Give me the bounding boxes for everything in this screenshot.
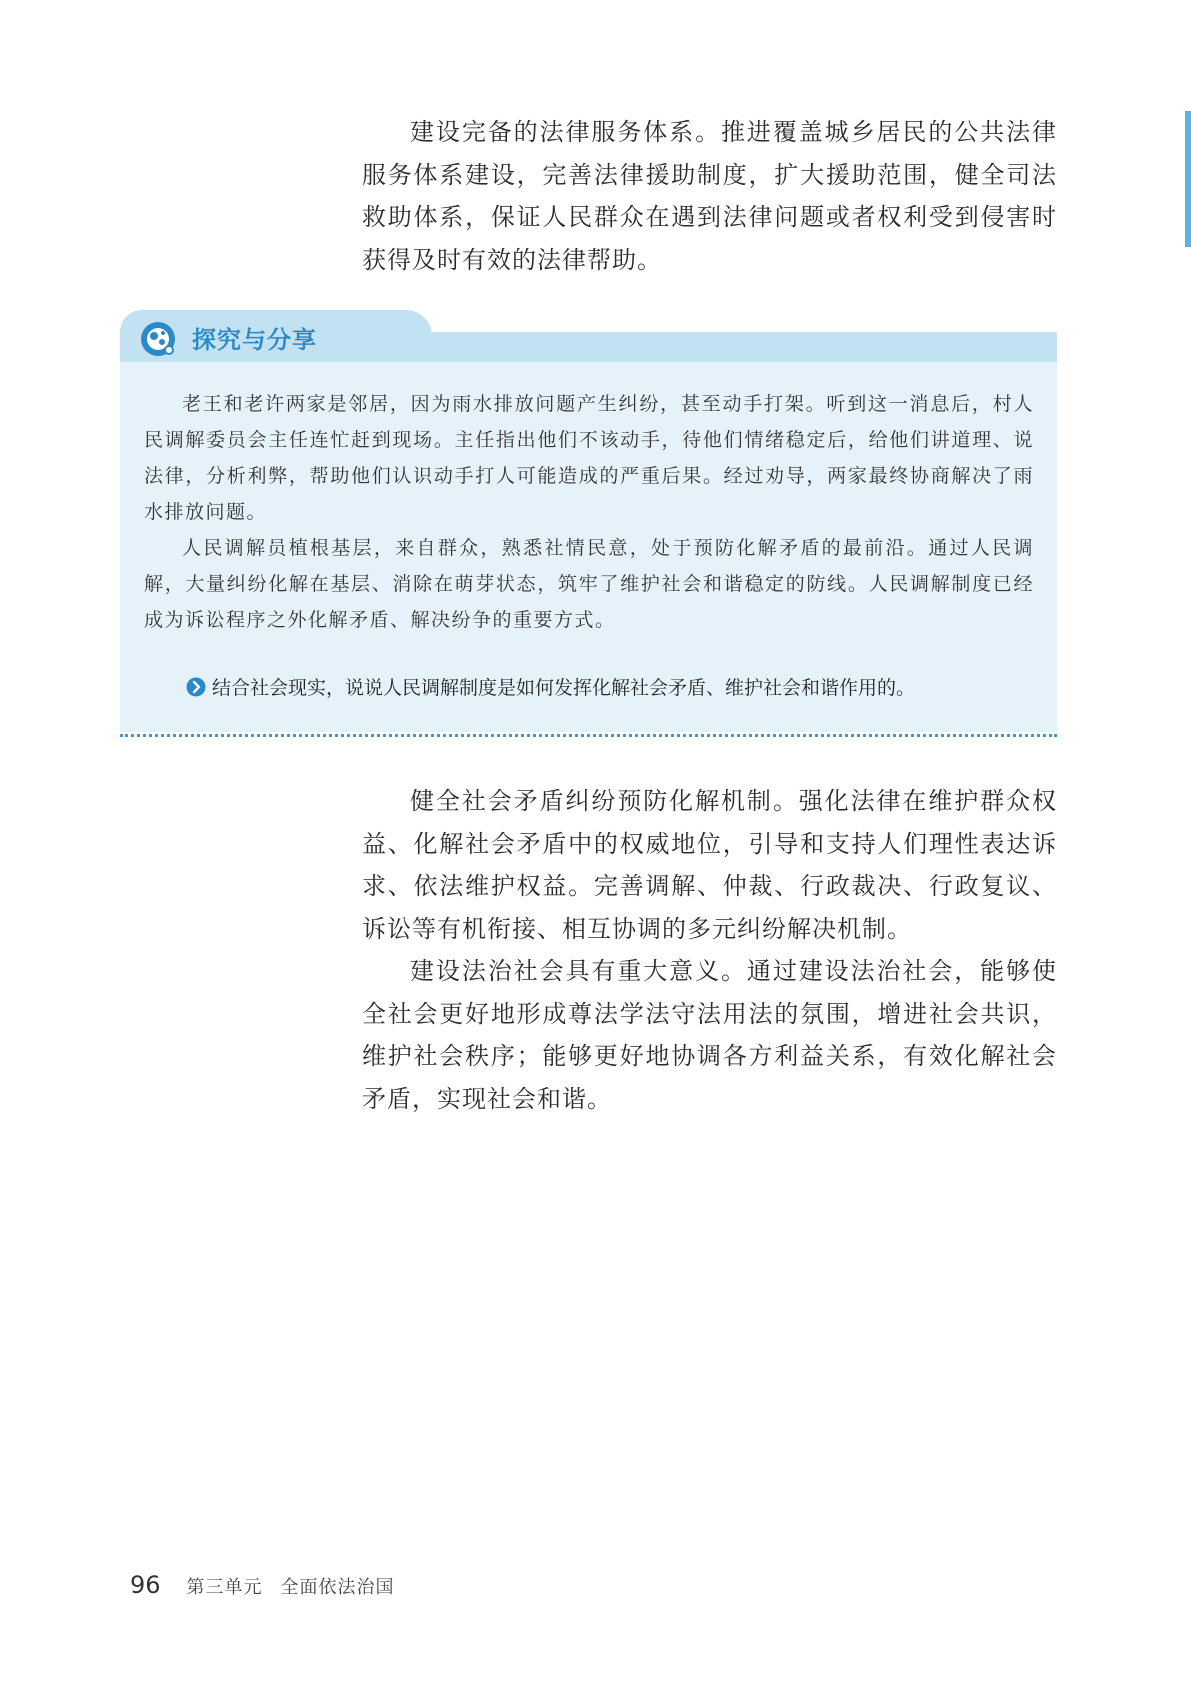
- explore-question: [186, 673, 1046, 700]
- paragraph-significance: 建设法治社会具有重大意义。通过建设法治社会，能够使全社会更好地形成尊法学法守法用法的氛围，增进社会共识，维护社会秩序；能够更好地协调各方利益关系，有效化解社会矛盾，实现社会和谐。: [362, 957, 1057, 1113]
- explore-story: [144, 386, 1034, 638]
- paragraph-legal-services: 建设完备的法律服务体系。推进覆盖城乡居民的公共法律服务体系建设，完善法律援助制度，扩大援助范围，健全司法救助体系，保证人民群众在遇到法律问题或者权利受到侵害时获得及时有效的法律帮助。: [362, 118, 1057, 274]
- arrow-bullet-icon: [186, 677, 206, 697]
- explore-share-box: [120, 310, 1057, 740]
- main-paragraph-group-2: [362, 780, 1057, 1120]
- paragraph-dispute-resolution: 健全社会矛盾纠纷预防化解机制。强化法律在维护群众权益、化解社会矛盾中的权威地位，引导和支持人们理性表达诉求、依法维护权益。完善调解、仲裁、行政裁决、行政复议、诉讼等有机衔接、相互协调的多元纠纷解决机制。: [362, 787, 1057, 943]
- unit-title: 全面依法治国: [280, 1577, 395, 1598]
- explore-dotted-divider: [120, 734, 1057, 737]
- question-text: 结合社会现实，说说人民调解制度是如何发挥化解社会矛盾、维护社会和谐作用的。: [212, 677, 916, 699]
- story-paragraph-1: 老王和老许两家是邻居，因为雨水排放问题产生纠纷，甚至动手打架。听到这一消息后，村人民调解委员会主任连忙赶到现场。主任指出他们不该动手，待他们情绪稳定后，给他们讲道理、说法律，分析利弊，帮助他们认识动手打人可能造成的严重后果。经过劝导，两家最终协商解决了雨水排放问题。: [144, 393, 1034, 523]
- page-footer: [130, 1571, 395, 1599]
- story-paragraph-2: 人民调解员植根基层，来自群众，熟悉社情民意，处于预防化解矛盾的最前沿。通过人民调解，大量纠纷化解在基层、消除在萌芽状态，筑牢了维护社会和谐稳定的防线。人民调解制度已经成为诉讼程序之外化解矛盾、解决纷争的重要方式。: [144, 537, 1034, 631]
- main-paragraph-group-1: [362, 111, 1057, 281]
- page-number: 96: [130, 1571, 161, 1599]
- unit-label: 第三单元: [186, 1577, 263, 1598]
- explore-title: 探究与分享: [192, 326, 317, 354]
- chapter-edge-tab: [1185, 111, 1191, 247]
- magnifier-globe-icon: [138, 319, 178, 359]
